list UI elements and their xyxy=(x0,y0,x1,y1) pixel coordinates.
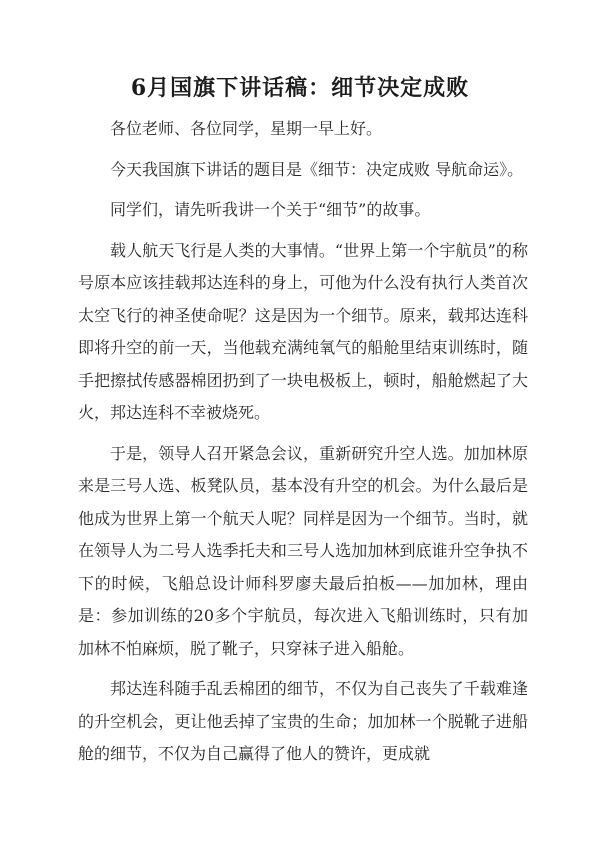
paragraph-greeting: 各位老师、各位同学，星期一早上好。 xyxy=(110,119,383,138)
document-title: 6月国旗下讲话稿：细节决定成败 xyxy=(130,75,470,101)
paragraph-conclusion: 邦达连科随手乱丢棉团的细节，不仅为自己丧失了千载难逢的升空机会，更让他丢掉了宝贵的生命；加加林一个脱靴子进船舱的细节，不仅为自己赢得了他人的赞许，更成就 xyxy=(78,679,528,763)
paragraph-bondarenko: 载人航天飞行是人类的大事情。“世界上第一个宇航员”的称号原本应该挂载邦达连科的身上，可他为什么没有执行人类首次太空飞行的神圣使命呢？这是因为一个细节。原来，载邦达连科即将升空的前一天，当他载充满纯氧气的船舱里结束训练时，随手把擦拭传感器棉团扔到了一块电极板上，顿时，船舱燃起了大火，邦达连科不幸被烧死。 xyxy=(78,240,528,422)
document-body xyxy=(78,113,528,779)
paragraph-intro-story: 同学们，请先听我讲一个关于“细节”的故事。 xyxy=(110,200,431,219)
paragraph-gagarin: 于是，领导人召开紧急会议，重新研究升空人选。加加林原来是三号人选、板凳队员，基本没有升空的机会。为什么最后是他成为世界上第一个航天人呢？同样是因为一个细节。当时，就在领导人为二号人选季托夫和三号人选加加林到底谁升空争执不下的时候，飞船总设计师科罗廖夫最后拍板——加加林，理由是：参加训练的20多个宇航员，每次进入飞船训练时，只有加加林不怕麻烦，脱了靴子，只穿袜子进入船舱。 xyxy=(78,443,528,658)
paragraph-topic: 今天我国旗下讲话的题目是《细节：决定成败 导航命运》。 xyxy=(110,159,524,179)
